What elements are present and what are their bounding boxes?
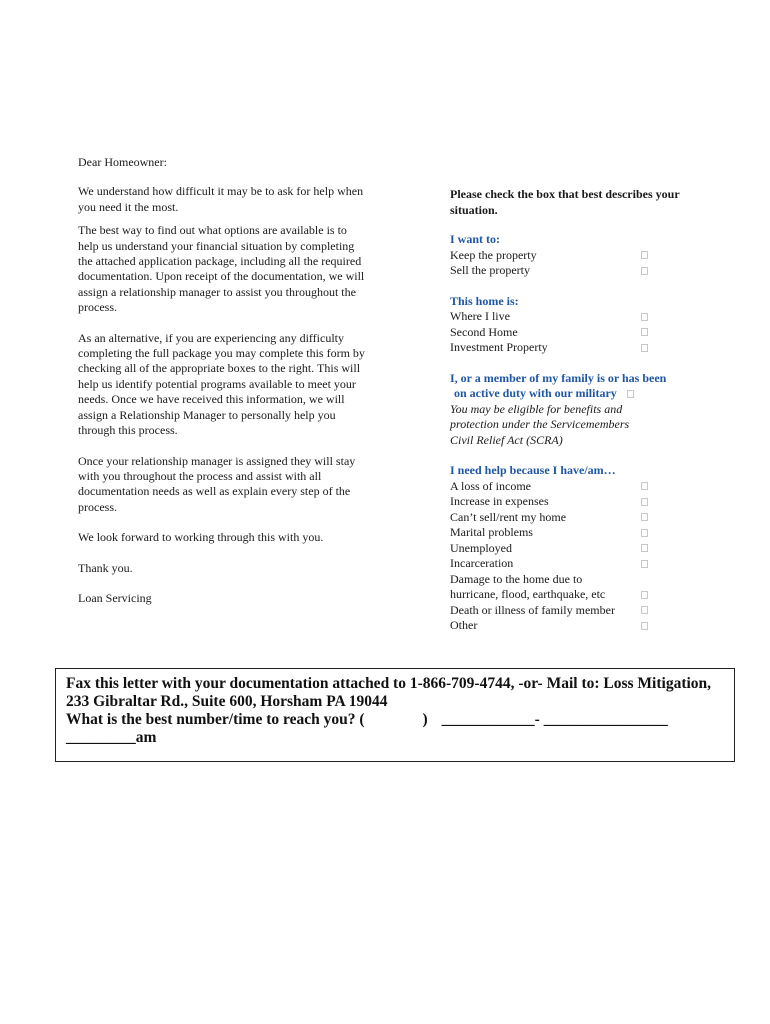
option-label: Keep the property xyxy=(450,247,537,262)
option-sell-property[interactable] xyxy=(450,263,648,279)
scra-note-2: protection under the Servicemembers xyxy=(450,417,630,431)
option-incarceration[interactable] xyxy=(450,556,648,572)
home-title: This home is: xyxy=(450,293,519,308)
paragraph-4: Once your relationship manager is assigned they will stay with you throughout the process and assist with all documentation needs as well as explain every step of the process. xyxy=(78,453,356,514)
military-title-line-2: on active duty with our military xyxy=(454,386,617,400)
option-label: hurricane, flood, earthquake, etc xyxy=(450,587,606,601)
option-cant-sell-rent[interactable] xyxy=(450,510,648,526)
damage-label-line-1: Damage to the home due to xyxy=(450,571,583,586)
option-label: Marital problems xyxy=(450,525,533,539)
option-label: Other xyxy=(450,618,478,632)
option-where-i-live[interactable] xyxy=(450,309,648,325)
option-label: A loss of income xyxy=(450,478,531,493)
checkbox[interactable] xyxy=(641,482,648,490)
checkbox[interactable] xyxy=(641,313,648,321)
option-label: Can’t sell/rent my home xyxy=(450,509,567,524)
help-title: I need help because I have/am… xyxy=(450,463,616,477)
option-label: Unemployed xyxy=(450,540,512,555)
option-label: Second Home xyxy=(450,324,518,339)
scra-note-3: Civil Relief Act (SCRA) xyxy=(450,432,563,447)
checkbox[interactable] xyxy=(641,529,648,537)
paragraph-5: We look forward to working through this with you. xyxy=(78,530,324,545)
letter-body xyxy=(78,155,370,621)
checkbox[interactable] xyxy=(627,390,634,398)
checkbox[interactable] xyxy=(641,251,648,259)
option-increase-expenses[interactable] xyxy=(450,494,648,510)
checkbox[interactable] xyxy=(641,344,648,352)
option-marital-problems[interactable] xyxy=(450,525,648,541)
paragraph-2: The best way to find out what options are available is to help us understand your financial situation by completing the attached application package, including all the required documentation. Upon receipt of the documentation, we will assign a relationship manager to assist you throughout the process. xyxy=(78,223,365,315)
fax-instructions: Fax this letter with your documentation attached to 1-866-709-4744, -or- Mail to: Loss Mitigation, 233 Gibraltar Rd., Suite 600, Horsham PA 19044 xyxy=(66,675,712,710)
paragraph-1: We understand how difficult it may be to ask for help when you need it the most. xyxy=(78,184,364,214)
option-other[interactable] xyxy=(450,618,648,634)
option-label: Investment Property xyxy=(450,340,548,354)
checkbox[interactable] xyxy=(641,544,648,552)
paragraph-3: As an alternative, if you are experiencing any difficulty completing the full package you may complete this form by checking all of the appropriate boxes to the right. This will help us identify potential programs available to meet your needs. Once we have received this information, we will assign a Relationship Manager to personally help you through this process. xyxy=(78,330,365,438)
want-title: I want to: xyxy=(450,232,500,246)
checkbox[interactable] xyxy=(641,606,648,614)
option-home-damage[interactable] xyxy=(450,587,648,603)
home-section xyxy=(450,294,710,356)
greeting: Dear Homeowner: xyxy=(78,155,167,169)
form-intro: Please check the box that best describes your situation. xyxy=(450,187,680,217)
area-code-close: ) xyxy=(422,711,428,728)
option-label: Increase in expenses xyxy=(450,494,549,508)
option-label: Death or illness of family member xyxy=(450,602,615,617)
phone-number-blank[interactable]: ____________- ________________ xyxy=(441,711,668,728)
option-label: Sell the property xyxy=(450,263,530,277)
checkbox[interactable] xyxy=(641,560,648,568)
checkbox[interactable] xyxy=(641,513,648,521)
option-active-duty[interactable] xyxy=(450,386,710,402)
checkbox[interactable] xyxy=(641,498,648,506)
option-unemployed[interactable] xyxy=(450,541,648,557)
checkbox[interactable] xyxy=(641,267,648,275)
option-second-home[interactable] xyxy=(450,325,648,341)
option-label: Where I live xyxy=(450,309,510,323)
option-investment-property[interactable] xyxy=(450,340,648,356)
help-section xyxy=(450,463,710,634)
checkbox[interactable] xyxy=(641,591,648,599)
option-label: Incarceration xyxy=(450,556,514,570)
option-keep-property[interactable] xyxy=(450,248,648,264)
option-loss-of-income[interactable] xyxy=(450,479,648,495)
checkbox[interactable] xyxy=(641,622,648,630)
scra-note-1: You may be eligible for benefits and xyxy=(450,401,623,416)
fax-instructions-box xyxy=(55,668,735,762)
military-section xyxy=(450,371,710,449)
option-death-illness[interactable] xyxy=(450,603,648,619)
checkbox[interactable] xyxy=(641,328,648,336)
military-title: I, or a member of my family is or has been xyxy=(450,370,667,385)
time-blank[interactable]: _________am xyxy=(66,729,157,746)
want-section xyxy=(450,232,710,279)
thank-you: Thank you. xyxy=(78,560,133,575)
contact-question: What is the best number/time to reach you? ( xyxy=(66,711,365,728)
situation-form xyxy=(450,187,710,649)
signature: Loan Servicing xyxy=(78,590,152,605)
